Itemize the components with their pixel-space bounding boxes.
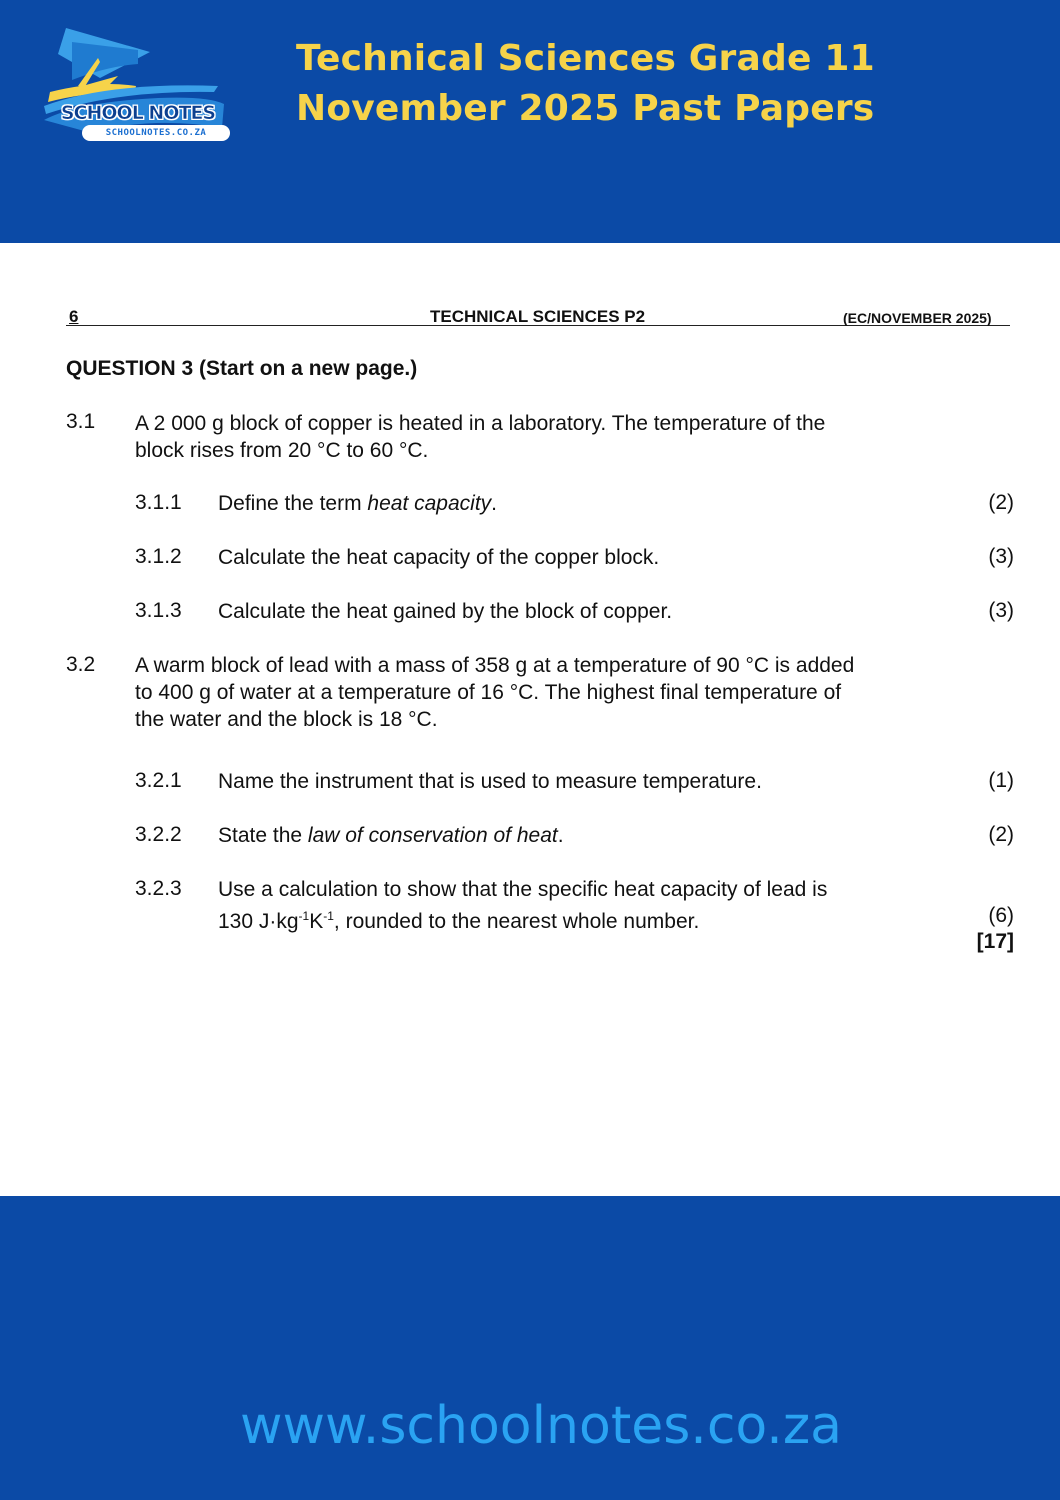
subquestion-number: 3.1.1 xyxy=(135,491,182,514)
paper-title: TECHNICAL SCIENCES P2 xyxy=(430,307,646,326)
banner-title-line1: Technical Sciences Grade 11 xyxy=(296,38,875,79)
subquestion-number: 3.1.2 xyxy=(135,545,182,568)
banner-title-line2: November 2025 Past Papers xyxy=(296,88,875,129)
subquestion-text: Calculate the heat gained by the block of copper. xyxy=(218,600,673,623)
website-url: www.schoolnotes.co.za xyxy=(239,1396,842,1456)
question-3-2-line2: to 400 g of water at a temperature of 16 °C. The highest final temperature of xyxy=(135,681,842,704)
question-heading: QUESTION 3 (Start on a new page.) xyxy=(66,357,418,380)
subquestion-text: State the law of conservation of heat. xyxy=(218,824,564,847)
question-3-1-line1: A 2 000 g block of copper is heated in a laboratory. The temperature of the xyxy=(135,412,826,435)
subquestion-text-units: 130 $J\cdot kg^{-1}K^{-1}$, rounded to the nearest whole number. xyxy=(218,909,700,933)
marks-allocation: (1) xyxy=(988,769,1014,792)
marks-allocation: (3) xyxy=(988,599,1014,622)
marks-allocation: (2) xyxy=(988,491,1014,514)
subquestion-text: Calculate the heat capacity of the copper block. xyxy=(218,546,660,569)
logo-url: SCHOOLNOTES.CO.ZA xyxy=(82,125,230,141)
subquestion-text: Use a calculation to show that the specific heat capacity of lead is xyxy=(218,878,828,901)
page-number: 6 xyxy=(69,307,79,326)
marks-allocation: (2) xyxy=(988,823,1014,846)
question-number-3-1: 3.1 xyxy=(66,410,96,433)
subquestion-text: Name the instrument that is used to measure temperature. xyxy=(218,770,762,793)
question-number-3-2: 3.2 xyxy=(66,653,96,676)
marks-allocation: (3) xyxy=(988,545,1014,568)
subquestion-number: 3.1.3 xyxy=(135,599,182,622)
top-banner xyxy=(0,0,1060,243)
question-3-2-line3: the water and the block is 18 °C. xyxy=(135,708,438,731)
subquestion-number: 3.2.3 xyxy=(135,877,182,900)
subquestion-number: 3.2.1 xyxy=(135,769,182,792)
question-3-1-line2: block rises from 20 °C to 60 °C. xyxy=(135,439,429,462)
marks-allocation: (6) xyxy=(988,904,1014,927)
question-total-marks: [17] xyxy=(976,930,1014,953)
logo-wordmark: SCHOOL NOTES xyxy=(60,102,216,124)
subquestion-text: Define the term heat capacity. xyxy=(218,492,497,515)
question-3-2-line1: A warm block of lead with a mass of 358 g at a temperature of 90 °C is added xyxy=(135,654,855,677)
exam-label: (EC/NOVEMBER 2025) xyxy=(843,310,992,326)
subquestion-number: 3.2.2 xyxy=(135,823,182,846)
